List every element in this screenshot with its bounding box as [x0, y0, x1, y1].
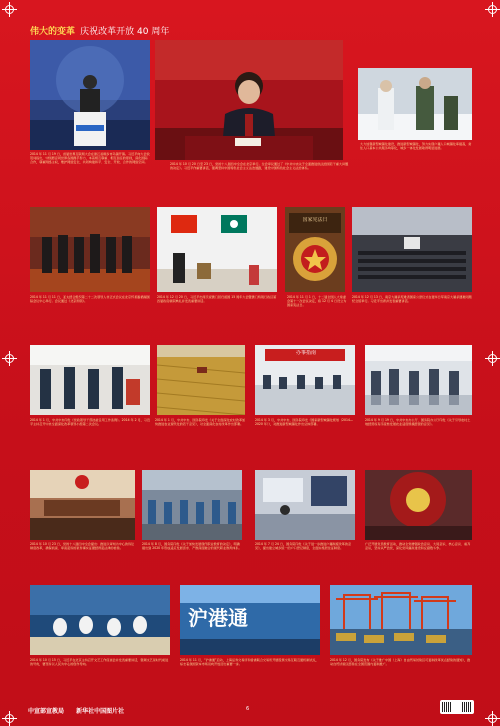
- caption-13: 2014 年 8 月，国务院印发《关于加快发展现代职业教育的决定》，明确提出到 2020 年形成适应发展需求、产教深度融合的现代职业教育体系。: [142, 542, 242, 551]
- photo-party-emblem-assembly: [365, 470, 472, 540]
- title-text: 伟大的变革: [30, 27, 76, 37]
- footer-logo-strip: [440, 700, 474, 714]
- caption-4: 2014 年 11 月 11 日，亚太经合组织第二十二次领导人非正式会议在北京怀柔雁栖湖国际会议中心举行。会议通过《北京纲领》。: [30, 295, 150, 304]
- photo-ballet-performance: [30, 585, 170, 655]
- photo-port-cranes: [330, 585, 472, 655]
- photo-plenary-session: [155, 40, 343, 160]
- registration-mark: [5, 714, 14, 723]
- caption-2: 2014 年 10 月 20 日至 23 日，党的十八届四中全会在北京举行。全会审议通过了《中共中央关于全面推进依法治国若干重大问题的决定》。习近平作重要讲话，强调坚持中国特色社会主义法治道路，建设中国特色社会主义法治体系。: [170, 162, 349, 171]
- footer-credits: [28, 706, 134, 715]
- registration-mark: [488, 5, 497, 14]
- caption-5: 2014 年 12 月 20 日，习近平出席庆祝澳门回归祖国 15 周年大会暨澳门特别行政区第四届政府就职典礼并发表重要讲话。: [157, 295, 277, 304]
- caption-15: 广泛开展党员教育活动，推动全党增强政治意识、大局意识、核心意识、看齐意识，坚持从严治党，深化党风廉政建设和反腐败斗争。: [365, 542, 471, 551]
- cabinet-label: 国家宪法日: [302, 217, 328, 223]
- photo-officials-meeting: [30, 345, 150, 415]
- photo-registry-office: [255, 470, 355, 540]
- registration-mark: [5, 5, 14, 14]
- photo-macau-ceremony: [157, 207, 277, 292]
- caption-8: 2014 年 1 月，中共中央印发《党政领导干部选拔任用工作条例》。2014 年 2 月，习近平主持召开中央全面深化改革领导小组第二次会议。: [30, 418, 150, 427]
- caption-1: 2014 年 11 月 19 日，首届世界互联网大会在浙江省桐乡市乌镇开幕。习近平向大会致贺词指出，中国愿意同世界各国携手努力，本着相互尊重、相互信任的原则，深化国际合作，尊重网络主权，维护网络安全，共同构建和平、安全、开放、合作的网络空间。: [30, 152, 150, 165]
- subtitle-text: 庆祝改革开放 40 周年: [80, 27, 170, 37]
- caption-10: 2014 年 3 月，中共中央、国务院印发《国家新型城镇化规划（2014—2020 年）》，对推进新型城镇化作出总体部署。: [255, 418, 354, 427]
- photo-courtroom: [30, 470, 135, 540]
- photo-land-registration: [365, 345, 472, 415]
- photo-vocational-workshop: [142, 470, 242, 540]
- photo-nanjing-memorial: [352, 207, 472, 292]
- agency-name: 新华社中国图片社: [76, 708, 125, 715]
- caption-14: 2014 年 7 月 24 日，国务院印发《关于进一步推进户籍制度改革的意见》，提出建立城乡统一的户口登记制度，全面实施居住证制度。: [255, 542, 352, 551]
- page-number: 6: [246, 706, 250, 712]
- qr-code-icon: [462, 702, 472, 712]
- caption-18: 2014 年 12 月，国务院发布《关于推广中国（上海）自由贸易试验区可复制改革试点经验的通知》，推动自贸试验区经验在全国范围内复制推广。: [330, 658, 471, 667]
- photo-wheat-harvest: [157, 345, 245, 415]
- publisher-name: 中宣部宣教局: [28, 708, 65, 715]
- photo-internet-conference: [30, 40, 150, 150]
- registration-mark: [488, 714, 497, 723]
- caption-3: 大力加强新型城镇化建设，推进新型城镇化，努力实现户籍人口城镇化率提高，常住人口基本公共服务均等化，城乡一体化发展取得明显进展。: [360, 142, 472, 151]
- qr-code-icon: [442, 702, 452, 712]
- photo-border-guards: [358, 68, 472, 140]
- caption-17: 2014 年 11 月，“沪港通”启动，上海证券交易所和香港联合交易所开展股票交易互联互通机制试点，标志着我国资本市场双向开放迈出重要一步。: [180, 658, 319, 667]
- registration-mark: [488, 354, 497, 363]
- registration-mark: [5, 354, 14, 363]
- caption-7: 2014 年 12 月 13 日，南京大屠杀死难者国家公祭仪式在侵华日军南京大屠杀遇难同胞纪念馆举行。习近平出席并发表重要讲话。: [352, 295, 472, 304]
- page-title: [30, 24, 169, 37]
- caption-6: 2014 年 11 月 1 日，十二届全国人大常委会第十一次会议决定，将 12 月 4 日设立为国家宪法日。: [287, 295, 347, 308]
- photo-apec-leaders: [30, 207, 150, 292]
- caption-9: 2014 年 1 月，中共中央、国务院印发《关于全面深化农村改革加快推进农业现代化的若干意见》，对全面深化农村改革作出部署。: [155, 418, 246, 427]
- shanghai-hk-connect-sign: 沪港通: [188, 606, 248, 630]
- caption-16: 2014 年 10 月 15 日，习近平在北京主持召开文艺工作座谈会并发表重要讲话，强调文艺是时代前进的号角，要坚持以人民为中心的创作导向。: [30, 658, 169, 667]
- service-hall-banner: 办事指南: [295, 350, 316, 356]
- caption-11: 2014 年 9 月 19 日，中共中央办公厅、国务院办公厅印发《关于引导农村土地经营权有序流转发展农业适度规模经营的意见》。: [365, 418, 471, 427]
- caption-12: 2014 年 10 月 23 日，党的十八届四中全会提出：推进以审判为中心的诉讼制度改革，确保侦查、审查起诉的案件事实证据经得起法律的检验。: [30, 542, 135, 551]
